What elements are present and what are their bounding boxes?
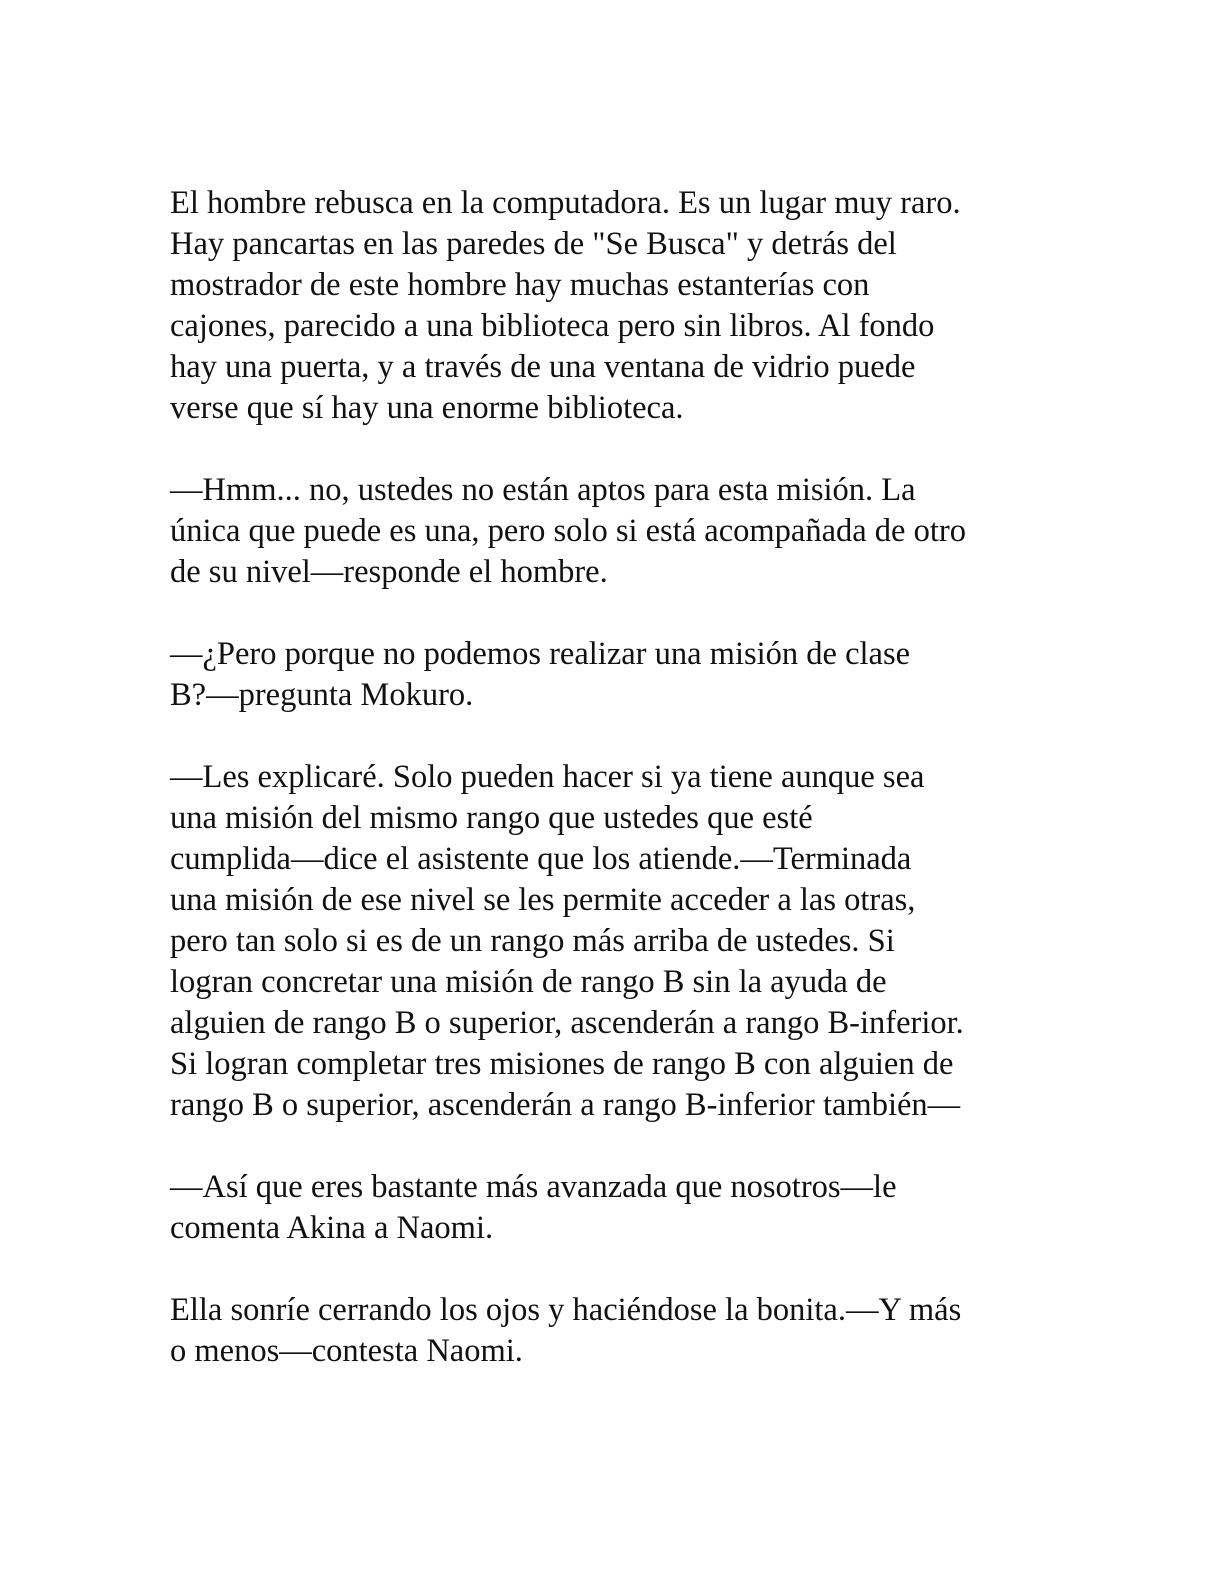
text-line: mostrador de este hombre hay muchas estanterías con [170, 267, 870, 303]
text-line: hay una puerta, y a través de una ventana de vidrio puede [170, 349, 916, 385]
text-line: El hombre rebusca en la computadora. Es un lugar muy raro. [170, 185, 961, 221]
document-page [170, 183, 1060, 1413]
text-line: de su nivel—responde el hombre. [170, 554, 608, 590]
text-line: una misión de ese nivel se les permite acceder a las otras, [170, 882, 916, 918]
text-line: Ella sonríe cerrando los ojos y haciéndose la bonita.—Y más [170, 1292, 962, 1328]
text-line: alguien de rango B o superior, ascenderán a rango B-inferior. [170, 1005, 964, 1041]
text-line: Hay pancartas en las paredes de "Se Busca" y detrás del [170, 226, 897, 262]
text-line: —Hmm... no, ustedes no están aptos para esta misión. La [170, 472, 916, 508]
paragraph-3 [170, 634, 1060, 716]
paragraph-1 [170, 183, 1060, 429]
text-line: comenta Akina a Naomi. [170, 1210, 494, 1246]
text-line: —Así que eres bastante más avanzada que nosotros—le [170, 1169, 897, 1205]
text-line: única que puede es una, pero solo si está acompañada de otro [170, 513, 966, 549]
text-line: Si logran completar tres misiones de rango B con alguien de [170, 1046, 954, 1082]
text-line: cumplida—dice el asistente que los atiende.—Terminada [170, 841, 912, 877]
text-line: o menos—contesta Naomi. [170, 1333, 523, 1369]
text-line: pero tan solo si es de un rango más arriba de ustedes. Si [170, 923, 895, 959]
text-line: —Les explicaré. Solo pueden hacer si ya tiene aunque sea [170, 759, 925, 795]
text-line: verse que sí hay una enorme biblioteca. [170, 390, 684, 426]
paragraph-4 [170, 757, 1060, 1126]
text-line: una misión del mismo rango que ustedes que esté [170, 800, 813, 836]
text-line: rango B o superior, ascenderán a rango B-inferior también— [170, 1087, 961, 1123]
text-line: logran concretar una misión de rango B sin la ayuda de [170, 964, 887, 1000]
text-line: B?—pregunta Mokuro. [170, 677, 474, 713]
text-line: —¿Pero porque no podemos realizar una misión de clase [170, 636, 911, 672]
paragraph-6 [170, 1290, 1060, 1372]
text-line: cajones, parecido a una biblioteca pero sin libros. Al fondo [170, 308, 935, 344]
paragraph-5 [170, 1167, 1060, 1249]
paragraph-2 [170, 470, 1060, 593]
